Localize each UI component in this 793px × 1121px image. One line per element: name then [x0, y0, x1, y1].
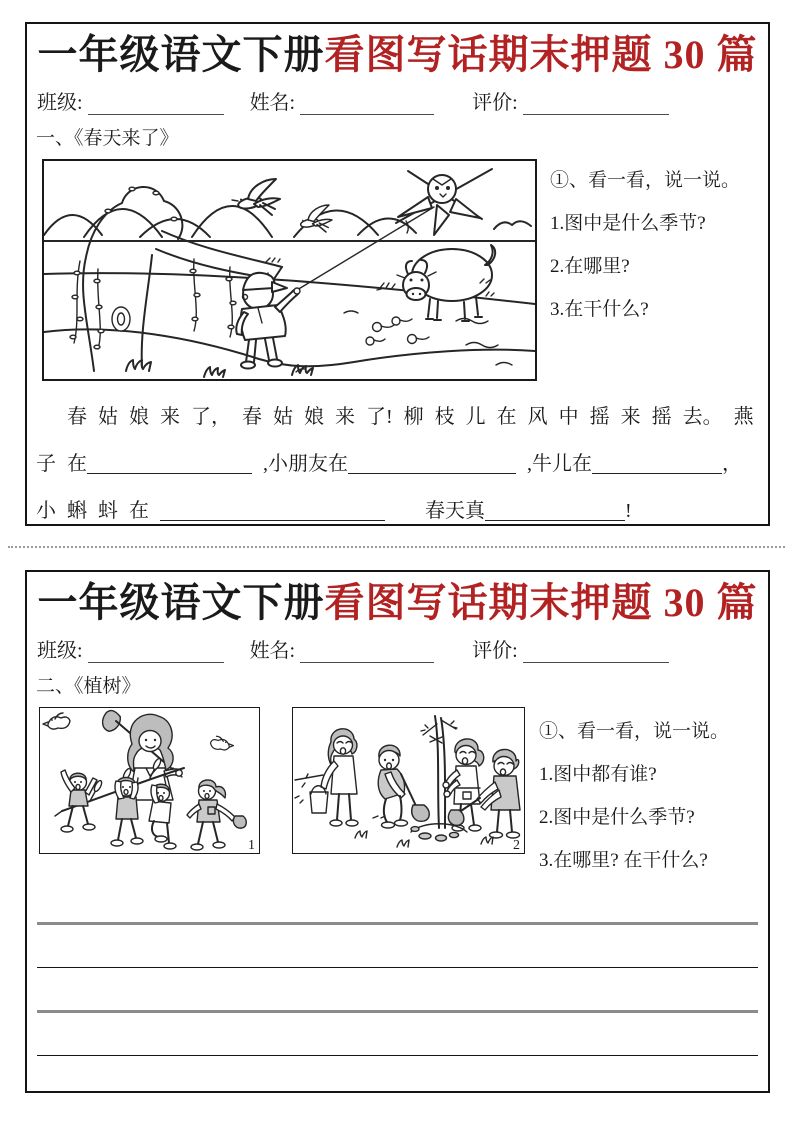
grade-label-2: 评价: — [472, 640, 518, 662]
tadpoles — [366, 317, 429, 345]
answer-blank — [348, 453, 516, 474]
ruled-writing-line — [37, 1013, 758, 1056]
exercise-1-questions — [550, 159, 740, 321]
teacher-figure — [98, 708, 183, 800]
bird-icon — [43, 713, 70, 729]
carrying-sapling-line-art — [40, 708, 259, 853]
title-red-part: 看图写话期末押题 30 篇 — [324, 32, 758, 77]
question-2-item-1: 1.图中都有谁? — [539, 764, 657, 785]
boy-digging — [378, 745, 429, 828]
answer-blank — [87, 453, 252, 474]
student-info-row — [37, 91, 760, 115]
answer-blank — [160, 500, 385, 521]
name-field — [250, 91, 435, 115]
name-field-2 — [250, 639, 435, 663]
name-blank-line-2 — [300, 642, 434, 663]
exercise-2-title: 二、《植树》 — [36, 676, 141, 697]
ruled-writing-line — [37, 968, 758, 1013]
child-with-ponytail — [187, 780, 246, 850]
name-blank-line — [300, 94, 434, 115]
ruled-writing-line — [37, 1056, 758, 1093]
student-info-row-2 — [37, 639, 760, 663]
spring-scene-line-art — [44, 161, 535, 379]
child-carrying — [111, 778, 143, 847]
answer-blank — [592, 453, 722, 474]
exercise-2-questions — [539, 707, 729, 872]
writing-lines — [37, 872, 758, 1093]
ruled-writing-line — [37, 872, 758, 925]
question-2-item-3: 3.在哪里? 在干什么? — [539, 850, 708, 871]
cow — [377, 245, 495, 321]
exercise-1-content — [35, 159, 760, 381]
paragraph-line — [36, 488, 756, 526]
paragraph-text: 春 姑 娘 来 了， 春 姑 娘 来 了! 柳 枝 儿 在 风 中 摇 来 摇 去。 燕 — [67, 406, 754, 428]
paragraph-text: 小 蝌 蚪 在 — [36, 500, 160, 522]
paragraph-text: 春天真 — [385, 500, 485, 522]
picture-number-1: 1 — [248, 838, 255, 853]
ruled-writing-line — [37, 925, 758, 968]
name-label: 姓名: — [249, 92, 296, 114]
class-blank-line — [88, 94, 224, 115]
exercise-1-title: 一、《春天来了》 — [36, 128, 179, 149]
grade-field-2 — [472, 639, 669, 663]
answer-blank — [485, 500, 625, 521]
kite-icon — [396, 169, 492, 235]
carrying-sapling-illustration — [39, 707, 260, 854]
background-ledge — [295, 775, 323, 780]
name-label-2: 姓名: — [249, 640, 296, 662]
paragraph-text: ,牛儿在 — [516, 453, 592, 475]
paragraph-text: ,小朋友在 — [252, 453, 348, 475]
bird-icon-2 — [211, 736, 234, 750]
fill-in-paragraph — [36, 394, 756, 526]
planting-tree-illustration — [292, 707, 525, 854]
class-label-2: 班级: — [37, 640, 83, 662]
worksheet-page-2 — [25, 570, 770, 1093]
swallow-icon — [232, 179, 280, 215]
class-blank-line-2 — [88, 642, 224, 663]
question-heading-2: ①、看一看，说一说。 — [539, 721, 730, 742]
question-item-1: 1.图中是什么季节? — [550, 213, 706, 234]
picture-number-2: 2 — [513, 838, 520, 853]
question-heading: ①、看一看，说一说。 — [550, 170, 741, 191]
grade-blank-line-2 — [523, 642, 669, 663]
page-separator-dotted-line — [8, 546, 785, 548]
question-item-3: 3.在干什么? — [550, 299, 649, 320]
title-black-part: 一年级语文下册 — [37, 32, 325, 77]
girl-with-bucket — [295, 729, 358, 826]
title-red-part-2: 看图写话期末押题 30 篇 — [324, 580, 758, 625]
spring-scene-illustration — [42, 159, 537, 381]
grade-field — [472, 91, 669, 115]
page-title — [35, 31, 760, 79]
page-title-2 — [35, 579, 760, 627]
paragraph-text: ! — [625, 500, 632, 522]
paragraph-line — [36, 441, 756, 488]
class-field-2 — [37, 639, 224, 663]
grade-label: 评价: — [472, 92, 518, 114]
class-field — [37, 91, 224, 115]
question-2-item-2: 2.图中是什么季节? — [539, 807, 695, 828]
paragraph-line — [36, 394, 756, 441]
swallow-icon-2 — [300, 205, 332, 232]
grade-blank-line — [523, 94, 669, 115]
planting-tree-line-art — [293, 708, 524, 853]
question-item-2: 2.在哪里? — [550, 256, 630, 277]
worksheet-page-1 — [25, 22, 770, 526]
exercise-2-content — [35, 707, 760, 872]
paragraph-text: ， — [722, 453, 742, 475]
class-label: 班级: — [37, 92, 83, 114]
title-black-part-2: 一年级语文下册 — [37, 580, 325, 625]
paragraph-text: 子 在 — [36, 453, 87, 475]
